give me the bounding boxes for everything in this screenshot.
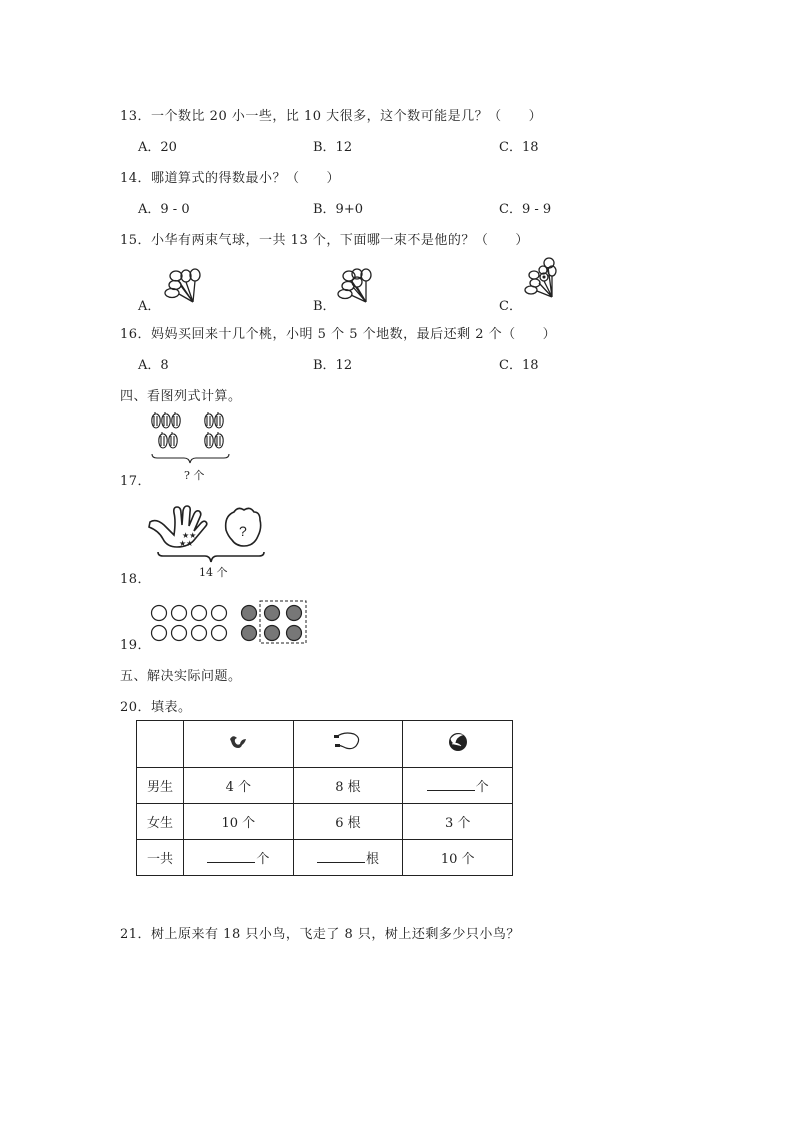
jump-rope-icon xyxy=(333,732,363,752)
q16-option-a: A．8 xyxy=(138,358,169,373)
question-15: 15．小华有两束气球，一共 13 个，下面哪一束不是他的？（ ） xyxy=(120,233,529,248)
q16-option-b: B．12 xyxy=(313,358,353,373)
peppers-picture-icon xyxy=(150,410,240,464)
table-row xyxy=(137,768,513,804)
shuttlecock-icon xyxy=(227,733,249,751)
answer-blank[interactable] xyxy=(317,850,365,863)
table-cell-blank[interactable] xyxy=(184,840,294,876)
table-cell: 10 个 xyxy=(184,804,294,840)
unit-label: 个 xyxy=(475,780,489,795)
answer-blank[interactable] xyxy=(427,778,475,791)
q18-label: 18． xyxy=(120,572,152,587)
table-cell-blank[interactable] xyxy=(293,840,403,876)
q18-caption: 14 个 xyxy=(199,566,228,579)
q19-label: 19． xyxy=(120,638,152,653)
q13-option-c: C．18 xyxy=(499,140,539,155)
q13-option-b: B．12 xyxy=(313,140,353,155)
table-row xyxy=(137,840,513,876)
q13-option-a: A．20 xyxy=(138,140,177,155)
table-cell: 10 个 xyxy=(403,840,513,876)
question-14: 14．哪道算式的得数最小？（ ） xyxy=(120,171,341,186)
fill-in-table xyxy=(136,720,513,876)
svg-text:?: ? xyxy=(239,523,247,539)
unit-label: 根 xyxy=(365,852,379,867)
q20-label: 20．填表。 xyxy=(120,700,192,715)
svg-text:★★: ★★ xyxy=(179,539,194,548)
question-13: 13．一个数比 20 小一些，比 10 大很多，这个数可能是几？（ ） xyxy=(120,109,543,124)
row-label: 女生 xyxy=(137,804,184,840)
balloon-bunch-a-icon xyxy=(164,268,212,306)
q15-option-c: C． xyxy=(499,299,522,314)
q16-option-c: C．18 xyxy=(499,358,539,373)
answer-blank[interactable] xyxy=(207,850,255,863)
row-label: 男生 xyxy=(137,768,184,804)
q14-option-b: B．9+0 xyxy=(313,202,363,217)
table-row xyxy=(137,804,513,840)
q14-option-c: C．9 - 9 xyxy=(499,202,552,217)
circles-picture-icon xyxy=(150,600,310,646)
question-16: 16．妈妈买回来十几个桃，小明 5 个 5 个地数，最后还剩 2 个（ ） xyxy=(120,327,557,342)
svg-text:★★: ★★ xyxy=(182,531,197,540)
table-header-cell xyxy=(403,721,513,768)
table-cell: 4 个 xyxy=(184,768,294,804)
table-cell: 3 个 xyxy=(403,804,513,840)
ball-icon xyxy=(447,731,469,753)
balloon-bunch-c-icon xyxy=(522,257,562,301)
q15-option-b: B． xyxy=(313,299,336,314)
table-corner-cell xyxy=(137,721,184,768)
balloon-bunch-b-icon xyxy=(335,266,383,306)
table-cell-blank[interactable] xyxy=(403,768,513,804)
table-header-cell xyxy=(293,721,403,768)
section-4-title: 四、看图列式计算。 xyxy=(120,389,242,404)
unit-label: 个 xyxy=(256,852,270,867)
row-label: 一共 xyxy=(137,840,184,876)
q15-option-a: A． xyxy=(138,299,161,314)
q17-label: 17． xyxy=(120,474,152,489)
section-5-title: 五、解决实际问题。 xyxy=(120,669,242,684)
q17-caption: ? 个 xyxy=(184,469,205,482)
table-header-cell xyxy=(184,721,294,768)
table-header-row xyxy=(137,721,513,768)
table-cell: 8 根 xyxy=(293,768,403,804)
question-21: 21．树上原来有 18 只小鸟，飞走了 8 只，树上还剩多少只小鸟？ xyxy=(120,927,520,942)
hands-picture-icon xyxy=(148,502,273,568)
table-cell: 6 根 xyxy=(293,804,403,840)
q14-option-a: A．9 - 0 xyxy=(138,202,190,217)
